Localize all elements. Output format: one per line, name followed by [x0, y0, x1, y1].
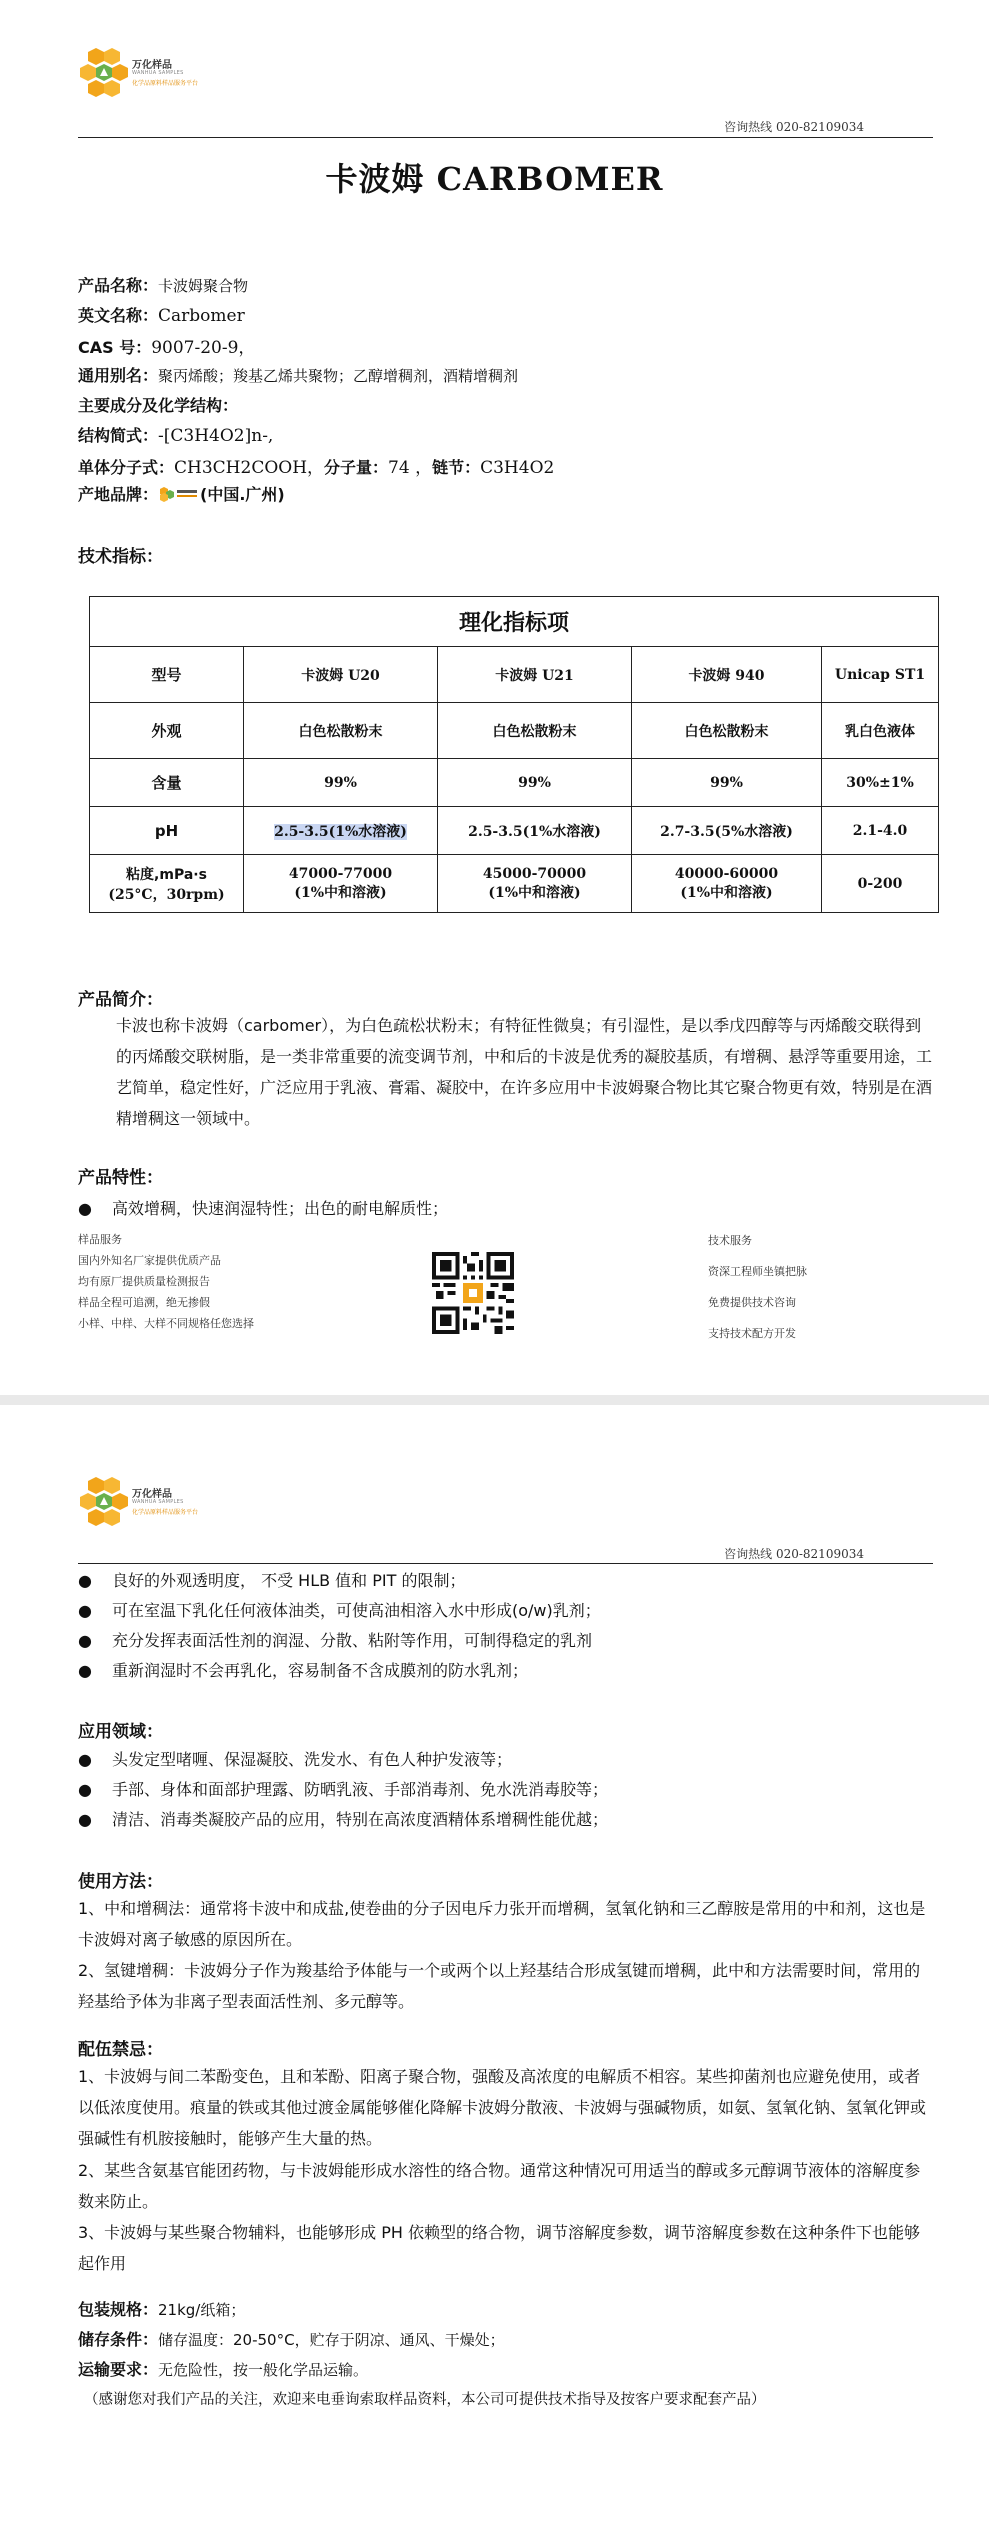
header-divider — [78, 137, 933, 138]
feature-text: 良好的外观透明度， 不受 HLB 值和 PIT 的限制； — [112, 1571, 466, 1590]
service-left-line: 样品全程可追溯，绝无掺假 — [78, 1296, 210, 1309]
table-cell: 99% — [632, 759, 822, 807]
table-row — [90, 807, 939, 855]
chain-label: 链节： — [432, 458, 481, 477]
brand-name-en: WANHUA SAMPLES — [132, 70, 184, 76]
english-name-row — [78, 303, 245, 326]
list-item — [78, 1568, 466, 1591]
brand-mini-logo-icon — [158, 485, 200, 503]
product-name-value: 卡波姆聚合物 — [158, 277, 249, 295]
brand-slogan: 化学品原料样品服务平台 — [132, 1509, 199, 1516]
spec-table — [89, 596, 939, 913]
chain-value: C3H4O2 — [480, 458, 555, 478]
application-heading: 应用领域： — [78, 1722, 163, 1742]
table-cell: 30%±1% — [822, 759, 939, 807]
alias-label: 通用别名： — [78, 366, 159, 385]
table-cell: 白色松散粉末 — [438, 703, 632, 759]
structure-row — [78, 423, 273, 446]
page-title: 卡波姆 CARBOMER — [325, 160, 664, 198]
brand-name-en: WANHUA SAMPLES — [132, 1499, 184, 1505]
table-cell: 99% — [244, 759, 438, 807]
monomer-row — [78, 453, 554, 478]
application-text: 手部、身体和面部护理露、防晒乳液、手部消毒剂、免水洗消毒胶等； — [112, 1780, 609, 1799]
header-divider — [78, 1563, 933, 1564]
application-text: 清洁、消毒类凝胶产品的应用，特别在高浓度酒精体系增稠性能优越； — [112, 1810, 609, 1829]
service-left-line: 均有原厂提供质量检测报告 — [78, 1275, 210, 1288]
header-model: 型号 — [90, 647, 244, 703]
service-left-line: 国内外知名厂家提供优质产品 — [78, 1254, 221, 1267]
product-name-row — [78, 273, 248, 296]
origin-row — [78, 482, 285, 505]
document-page-2 — [0, 1405, 989, 2540]
bullet-icon: ● — [78, 1571, 92, 1590]
features-heading: 产品特性： — [78, 1168, 163, 1188]
packing-value: 21kg/纸箱； — [158, 2301, 246, 2319]
transport-label: 运输要求： — [78, 2360, 159, 2379]
composition-label: 主要成分及化学结构： — [78, 396, 239, 415]
table-cell — [438, 855, 632, 913]
intro-paragraph — [78, 1010, 936, 1134]
structure-value: -[C3H4O2]n-, — [158, 426, 274, 446]
table-row — [90, 855, 939, 913]
mw-label: 分子量： — [324, 458, 389, 477]
list-item — [78, 1196, 448, 1219]
list-item — [78, 1747, 512, 1770]
feature-text: 充分发挥表面活性剂的润湿、分散、粘附等作用，可制得稳定的乳剂 — [112, 1631, 593, 1650]
english-name-value: Carbomer — [158, 306, 245, 326]
cas-row — [78, 333, 255, 358]
service-right-title: 技术服务 — [708, 1234, 752, 1247]
header-st1: Unicap ST1 — [822, 647, 939, 703]
feature-text: 可在室温下乳化任何液体油类，可使高油相溶入水中形成(o/w)乳剂； — [112, 1601, 601, 1620]
table-cell: 白色松散粉末 — [632, 703, 822, 759]
application-text: 头发定型啫喱、保湿凝胶、洗发水、有色人种护发液等； — [112, 1750, 513, 1769]
header-940: 卡波姆 940 — [632, 647, 822, 703]
list-item — [78, 1807, 608, 1830]
storage-value: 储存温度：20-50°C，贮存于阴凉、通风、干燥处； — [158, 2331, 505, 2349]
viscosity-label-line2: (25°C，30rpm) — [108, 886, 225, 903]
incompat-heading: 配伍禁忌： — [78, 2040, 163, 2060]
qr-code-icon — [432, 1252, 514, 1334]
hotline: 咨询热线 020-82109034 — [724, 1547, 864, 1561]
list-item — [78, 1777, 608, 1800]
bullet-icon: ● — [78, 1631, 92, 1650]
viscosity-range: 47000-77000 — [288, 865, 393, 882]
intro-text: 卡波也称卡波姆（carbomer），为白色疏松状粉末；有特征性微臭；有引湿性，是以季戊四醇等与丙烯酸交联得到的丙烯酸交联树脂，是一类非常重要的流变调节剂，中和后的卡波是优秀的凝胶基质，有增稠、悬浮等重要用途，工艺简单，稳定性好，广泛应用于乳液、膏霜、凝胶中，在许多应用中卡波姆聚合物比其它聚合物更有效，特别是在酒精增稠这一领域中。 — [116, 1016, 933, 1128]
honeycomb-logo-icon — [80, 44, 128, 98]
list-item — [78, 1658, 528, 1681]
brand-name: 万化样品 — [132, 1489, 172, 1500]
brand-logo — [80, 1473, 215, 1527]
service-left-line: 小样、中样、大样不同规格任您选择 — [78, 1317, 254, 1330]
row-label-viscosity — [90, 855, 244, 913]
bullet-icon: ● — [78, 1780, 92, 1799]
table-cell: 2.5-3.5(1%水溶液) — [438, 807, 632, 855]
composition-row — [78, 393, 238, 416]
hotline: 咨询热线 020-82109034 — [724, 120, 864, 134]
monomer-value: CH3CH2COOH， — [174, 458, 325, 478]
header-u21: 卡波姆 U21 — [438, 647, 632, 703]
tech-heading: 技术指标： — [78, 547, 163, 567]
viscosity-range: 45000-70000 — [482, 865, 587, 882]
row-label-content: 含量 — [90, 759, 244, 807]
bullet-icon: ● — [78, 1810, 92, 1829]
usage-heading: 使用方法： — [78, 1872, 163, 1892]
honeycomb-logo-icon — [80, 1473, 128, 1527]
origin-value: (中国.广州) — [200, 485, 285, 504]
structure-label: 结构简式： — [78, 426, 159, 445]
viscosity-range: 40000-60000 — [674, 865, 779, 882]
brand-name: 万化样品 — [132, 60, 172, 71]
table-cell: 白色松散粉末 — [244, 703, 438, 759]
table-cell: 2.7-3.5(5%水溶液) — [632, 807, 822, 855]
header-u20: 卡波姆 U20 — [244, 647, 438, 703]
viscosity-label-line1: 粘度,mPa·s — [126, 866, 207, 883]
closing-note: （感谢您对我们产品的关注，欢迎来电垂询索取样品资料，本公司可提供技术指导及按客户要求配套产品） — [84, 2392, 766, 2408]
bullet-icon: ● — [78, 1199, 92, 1218]
monomer-label: 单体分子式： — [78, 458, 175, 477]
row-label-appearance: 外观 — [90, 703, 244, 759]
service-right-line: 资深工程师坐镇把脉 — [708, 1265, 807, 1278]
viscosity-note: (1%中和溶液) — [680, 884, 773, 901]
english-name-label: 英文名称： — [78, 306, 159, 325]
storage-row — [78, 2327, 505, 2350]
storage-label: 储存条件： — [78, 2330, 159, 2349]
alias-value: 聚丙烯酸；羧基乙烯共聚物；乙醇增稠剂，酒精增稠剂 — [158, 367, 519, 385]
transport-value: 无危险性，按一般化学品运输。 — [158, 2361, 369, 2379]
table-cell: 0-200 — [822, 855, 939, 913]
spec-table-caption: 理化指标项 — [90, 597, 939, 647]
cas-value: 9007-20-9， — [151, 338, 256, 358]
feature-text: 重新润湿时不会再乳化，容易制备不含成膜剂的防水乳剂； — [112, 1661, 529, 1680]
packing-row — [78, 2297, 245, 2320]
viscosity-note: (1%中和溶液) — [294, 884, 387, 901]
list-item — [78, 1628, 592, 1651]
table-row — [90, 703, 939, 759]
usage-2: 2、氢键增稠：卡波姆分子作为羧基给予体能与一个或两个以上羟基结合形成氢键而增稠，此中和方法需要时间，常用的羟基给予体为非离子型表面活性剂、多元醇等。 — [78, 1961, 921, 2011]
incompat-3: 3、卡波姆与某些聚合物辅料，也能够形成 PH 依赖型的络合物，调节溶解度参数，调节溶解度参数在这种条件下也能够起作用 — [78, 2223, 921, 2273]
brand-slogan: 化学品原料样品服务平台 — [132, 80, 199, 87]
brand-logo — [80, 44, 215, 98]
alias-row — [78, 363, 518, 386]
incompat-2: 2、某些含氨基官能团药物，与卡波姆能形成水溶性的络合物。通常这种情况可用适当的醇或多元醇调节液体的溶解度参数来防止。 — [78, 2161, 921, 2211]
service-right-line: 免费提供技术咨询 — [708, 1296, 796, 1309]
table-cell — [244, 855, 438, 913]
origin-label: 产地品牌： — [78, 485, 159, 504]
cas-label: CAS 号： — [78, 338, 152, 357]
table-row — [90, 759, 939, 807]
table-cell — [632, 855, 822, 913]
row-label-ph: pH — [90, 807, 244, 855]
transport-row — [78, 2357, 368, 2380]
incompat-1: 1、卡波姆与间二苯酚变色，且和苯酚、阳离子聚合物，强酸及高浓度的电解质不相容。某些抑菌剂也应避免使用，或者以低浓度使用。痕量的铁或其他过渡金属能够催化降解卡波姆分散液、卡波姆与强碱物质，如氨、氢氧化钠、氢氧化钾或强碱性有机胺接触时，能够产生大量的热。 — [78, 2067, 927, 2148]
bullet-icon: ● — [78, 1661, 92, 1680]
table-cell: 乳白色液体 — [822, 703, 939, 759]
table-row — [90, 647, 939, 703]
list-item — [78, 1598, 601, 1621]
mw-value: 74 ， — [388, 458, 433, 478]
table-cell — [244, 807, 438, 855]
intro-heading: 产品简介： — [78, 990, 163, 1010]
service-right-line: 支持技术配方开发 — [708, 1327, 796, 1340]
table-cell: 99% — [438, 759, 632, 807]
table-cell: 2.1-4.0 — [822, 807, 939, 855]
bullet-icon: ● — [78, 1750, 92, 1769]
selected-text: 2.5-3.5(1%水溶液) — [274, 823, 407, 840]
service-left-title: 样品服务 — [78, 1233, 122, 1246]
feature-text: 高效增稠，快速润湿特性；出色的耐电解质性； — [112, 1199, 449, 1218]
viscosity-note: (1%中和溶液) — [488, 884, 581, 901]
bullet-icon: ● — [78, 1601, 92, 1620]
packing-label: 包装规格： — [78, 2300, 159, 2319]
usage-1: 1、中和增稠法：通常将卡波中和成盐,使卷曲的分子因电斥力张开而增稠，氢氧化钠和三乙醇胺是常用的中和剂，这也是卡波姆对离子敏感的原因所在。 — [78, 1899, 926, 1949]
product-name-label: 产品名称： — [78, 276, 159, 295]
